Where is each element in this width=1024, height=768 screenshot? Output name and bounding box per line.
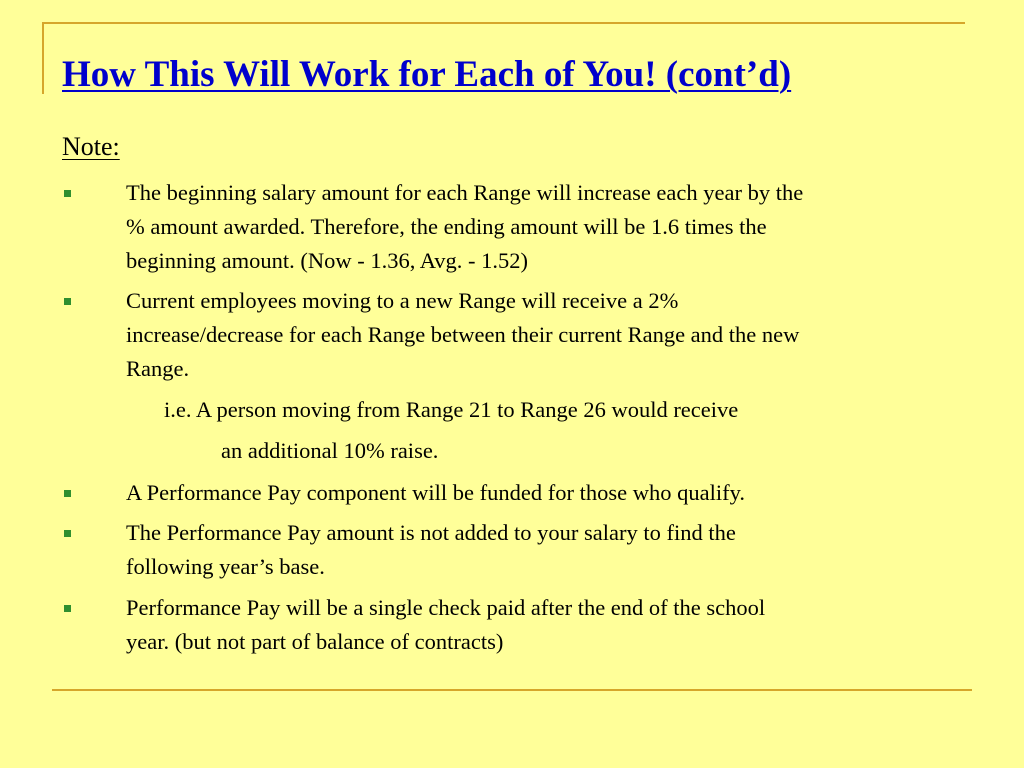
square-bullet-icon [64,298,71,305]
example-line-2: an additional 10% raise. [221,438,439,463]
bullet-2-line-2: increase/decrease for each Range between their current Range and the new [126,322,800,347]
frame-top-rule [42,22,965,24]
square-bullet-icon [64,530,71,537]
bullet-3-line-1: A Performance Pay component will be funded for those who qualify. [126,480,746,505]
bullet-text-2 [126,284,996,386]
bullet-5-line-2: year. (but not part of balance of contracts) [126,629,504,654]
square-bullet-icon [64,605,71,612]
bullet-5-line-1: Performance Pay will be a single check paid after the end of the school [126,595,766,620]
bullet-2-line-3: Range. [126,356,190,381]
bullet-text-4 [126,516,996,584]
slide-title: How This Will Work for Each of You! (cont’d) [62,54,792,95]
bullet-1-line-1: The beginning salary amount for each Range will increase each year by the [126,180,804,205]
square-bullet-icon [64,490,71,497]
bullet-1-line-3: beginning amount. (Now - 1.36, Avg. - 1.52) [126,248,529,273]
bullet-1-line-2: % amount awarded. Therefore, the ending amount will be 1.6 times the [126,214,767,239]
bullet-text-1 [126,176,996,278]
frame-left-rule [42,22,44,94]
bullet-text-3 [126,476,996,510]
bullet-text-5 [126,591,996,659]
bullet-4-line-1: The Performance Pay amount is not added to your salary to find the [126,520,736,545]
square-bullet-icon [64,190,71,197]
bullet-2-line-1: Current employees moving to a new Range will receive a 2% [126,288,679,313]
note-label: Note: [62,132,120,161]
bullet-4-line-2: following year’s base. [126,554,325,579]
frame-bottom-rule [52,689,972,691]
example-line-1: i.e. A person moving from Range 21 to Range 26 would receive [164,397,739,422]
